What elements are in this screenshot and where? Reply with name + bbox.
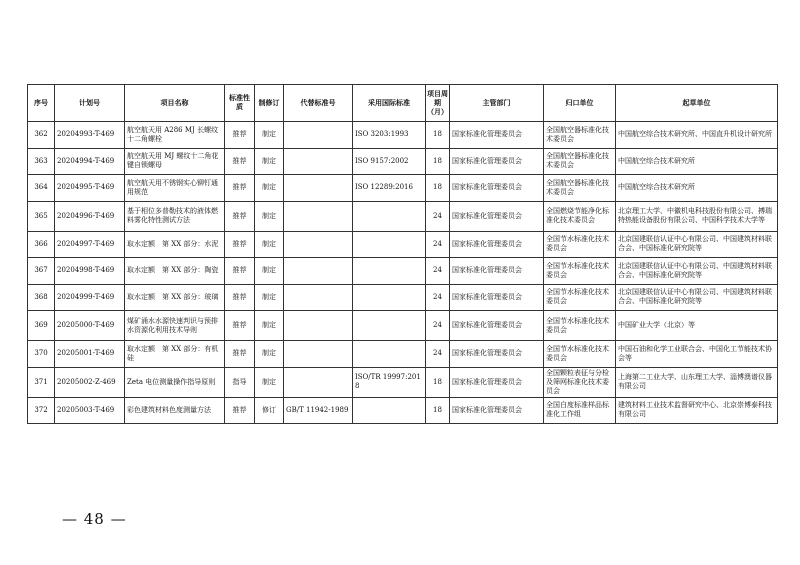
cell-seq: 362 xyxy=(28,122,55,149)
cell-period: 18 xyxy=(426,367,450,397)
cell-period: 18 xyxy=(426,175,450,202)
cell-revision: 制定 xyxy=(255,258,284,285)
cell-drafting-units: 北京理工大学、中徽机电科技股份有限公司、搏瑞特热能设备股份有限公司、中国科学技术大学等 xyxy=(616,201,778,231)
header-authority: 主管部门 xyxy=(450,85,544,122)
cell-tech-committee: 全国节水标准化技术委员会 xyxy=(544,231,616,258)
cell-project-name: 基于相位多普勒技术的液体燃料雾化特性测试方法 xyxy=(125,201,225,231)
table-row xyxy=(28,231,778,258)
cell-authority: 国家标准化管理委员会 xyxy=(450,367,544,397)
table-row xyxy=(28,201,778,231)
cell-project-name: 航空航天用不锈钢实心铆钉通用规范 xyxy=(125,175,225,202)
cell-drafting-units: 中国航空综合技术研究所 xyxy=(616,148,778,175)
header-row xyxy=(28,85,778,122)
cell-tech-committee: 全国航空器标准化技术委员会 xyxy=(544,148,616,175)
table-row xyxy=(28,258,778,285)
table-body xyxy=(28,122,778,424)
table-header xyxy=(28,85,778,122)
cell-project-name: 煤矿涌水水源快速判识与预排水资源化利用技术导则 xyxy=(125,311,225,341)
cell-authority: 国家标准化管理委员会 xyxy=(450,148,544,175)
cell-intl-std xyxy=(353,284,426,311)
cell-authority: 国家标准化管理委员会 xyxy=(450,201,544,231)
table-row xyxy=(28,175,778,202)
cell-seq: 365 xyxy=(28,201,55,231)
cell-replaced-std xyxy=(284,341,353,368)
page-number: — 48 — xyxy=(62,510,127,528)
cell-plan-no: 20204995-T-469 xyxy=(55,175,125,202)
cell-period: 24 xyxy=(426,258,450,285)
cell-period: 18 xyxy=(426,148,450,175)
cell-authority: 国家标准化管理委员会 xyxy=(450,341,544,368)
cell-replaced-std xyxy=(284,231,353,258)
header-nature: 标准性质 xyxy=(225,85,255,122)
cell-drafting-units: 北京国建联信认证中心有限公司、中国建筑材料联合会、中国标准化研究院等 xyxy=(616,258,778,285)
cell-revision: 修订 xyxy=(255,397,284,424)
cell-project-name: Zeta 电位测量操作指导原则 xyxy=(125,367,225,397)
cell-project-name: 取水定额 第 XX 部分：有机硅 xyxy=(125,341,225,368)
cell-revision: 制定 xyxy=(255,367,284,397)
cell-period: 18 xyxy=(426,397,450,424)
cell-nature: 推荐 xyxy=(225,175,255,202)
cell-project-name: 航空航天用 MJ 螺纹十二角花键自锁螺母 xyxy=(125,148,225,175)
cell-replaced-std: GB/T 11942-1989 xyxy=(284,397,353,424)
cell-authority: 国家标准化管理委员会 xyxy=(450,397,544,424)
header-project-name: 项目名称 xyxy=(125,85,225,122)
cell-seq: 370 xyxy=(28,341,55,368)
cell-authority: 国家标准化管理委员会 xyxy=(450,122,544,149)
cell-intl-std: ISO 9157:2002 xyxy=(353,148,426,175)
cell-nature: 推荐 xyxy=(225,284,255,311)
cell-authority: 国家标准化管理委员会 xyxy=(450,284,544,311)
table-row xyxy=(28,148,778,175)
cell-drafting-units: 中国航空综合技术研究所、中国直升机设计研究所 xyxy=(616,122,778,149)
table-row xyxy=(28,397,778,424)
cell-replaced-std xyxy=(284,311,353,341)
cell-period: 24 xyxy=(426,284,450,311)
cell-revision: 制定 xyxy=(255,148,284,175)
cell-intl-std xyxy=(353,397,426,424)
cell-nature: 推荐 xyxy=(225,201,255,231)
cell-seq: 364 xyxy=(28,175,55,202)
cell-drafting-units: 建筑材料工业技术监督研究中心、北京崇博泰科技有限公司 xyxy=(616,397,778,424)
cell-period: 24 xyxy=(426,201,450,231)
cell-plan-no: 20205002-Z-469 xyxy=(55,367,125,397)
cell-revision: 制定 xyxy=(255,311,284,341)
cell-intl-std xyxy=(353,258,426,285)
cell-nature: 推荐 xyxy=(225,258,255,285)
cell-plan-no: 20205003-T-469 xyxy=(55,397,125,424)
cell-tech-committee: 全国燃烧节能净化标准化技术委员会 xyxy=(544,201,616,231)
cell-intl-std: ISO 3203:1993 xyxy=(353,122,426,149)
cell-seq: 366 xyxy=(28,231,55,258)
cell-revision: 制定 xyxy=(255,201,284,231)
cell-tech-committee: 全国节水标准化技术委员会 xyxy=(544,341,616,368)
cell-revision: 制定 xyxy=(255,341,284,368)
standards-plan-table xyxy=(27,84,778,424)
header-seq: 序号 xyxy=(28,85,55,122)
cell-revision: 制定 xyxy=(255,122,284,149)
cell-period: 24 xyxy=(426,231,450,258)
cell-plan-no: 20204998-T-469 xyxy=(55,258,125,285)
cell-replaced-std xyxy=(284,367,353,397)
cell-nature: 指导 xyxy=(225,367,255,397)
cell-period: 24 xyxy=(426,311,450,341)
cell-intl-std: ISO/TR 19997:2018 xyxy=(353,367,426,397)
cell-intl-std: ISO 12289:2016 xyxy=(353,175,426,202)
cell-drafting-units: 上海第二工业大学、山东理工大学、淄博澳谱仪器有限公司 xyxy=(616,367,778,397)
header-plan-no: 计划号 xyxy=(55,85,125,122)
cell-replaced-std xyxy=(284,258,353,285)
cell-replaced-std xyxy=(284,148,353,175)
cell-drafting-units: 中国航空综合技术研究所 xyxy=(616,175,778,202)
cell-nature: 推荐 xyxy=(225,397,255,424)
cell-revision: 制定 xyxy=(255,231,284,258)
cell-authority: 国家标准化管理委员会 xyxy=(450,258,544,285)
cell-intl-std xyxy=(353,231,426,258)
cell-plan-no: 20204994-T-469 xyxy=(55,148,125,175)
cell-period: 18 xyxy=(426,122,450,149)
cell-authority: 国家标准化管理委员会 xyxy=(450,231,544,258)
cell-project-name: 取水定额 第 XX 部分：陶瓷 xyxy=(125,258,225,285)
cell-drafting-units: 北京国建联信认证中心有限公司、中国建筑材料联合会、中国标准化研究院等 xyxy=(616,284,778,311)
cell-revision: 制定 xyxy=(255,284,284,311)
cell-plan-no: 20205000-T-469 xyxy=(55,311,125,341)
cell-seq: 363 xyxy=(28,148,55,175)
cell-period: 24 xyxy=(426,341,450,368)
cell-drafting-units: 中国石油和化学工业联合会、中国化工节能技术协会等 xyxy=(616,341,778,368)
header-intl-std: 采用国际标准 xyxy=(353,85,426,122)
cell-intl-std xyxy=(353,201,426,231)
cell-tech-committee: 全国航空器标准化技术委员会 xyxy=(544,122,616,149)
cell-seq: 367 xyxy=(28,258,55,285)
cell-nature: 推荐 xyxy=(225,341,255,368)
cell-authority: 国家标准化管理委员会 xyxy=(450,311,544,341)
cell-plan-no: 20205001-T-469 xyxy=(55,341,125,368)
cell-seq: 372 xyxy=(28,397,55,424)
cell-tech-committee: 全国颗粒表征与分检及筛网标准化技术委员会 xyxy=(544,367,616,397)
cell-authority: 国家标准化管理委员会 xyxy=(450,175,544,202)
cell-replaced-std xyxy=(284,201,353,231)
cell-drafting-units: 中国矿业大学（北京）等 xyxy=(616,311,778,341)
header-replaced-std: 代替标准号 xyxy=(284,85,353,122)
cell-nature: 推荐 xyxy=(225,148,255,175)
cell-tech-committee: 全国航空器标准化技术委员会 xyxy=(544,175,616,202)
cell-seq: 369 xyxy=(28,311,55,341)
cell-plan-no: 20204996-T-469 xyxy=(55,201,125,231)
cell-plan-no: 20204999-T-469 xyxy=(55,284,125,311)
cell-replaced-std xyxy=(284,284,353,311)
header-drafting-units: 起草单位 xyxy=(616,85,778,122)
cell-project-name: 彩色建筑材料色度测量方法 xyxy=(125,397,225,424)
table-row xyxy=(28,284,778,311)
header-period: 项目周期（月） xyxy=(426,85,450,122)
cell-plan-no: 20204997-T-469 xyxy=(55,231,125,258)
cell-nature: 推荐 xyxy=(225,311,255,341)
cell-tech-committee: 全国节水标准化技术委员会 xyxy=(544,284,616,311)
table-row xyxy=(28,341,778,368)
table-row xyxy=(28,122,778,149)
cell-revision: 制定 xyxy=(255,175,284,202)
cell-seq: 371 xyxy=(28,367,55,397)
cell-intl-std xyxy=(353,311,426,341)
cell-intl-std xyxy=(353,341,426,368)
cell-plan-no: 20204993-T-469 xyxy=(55,122,125,149)
cell-nature: 推荐 xyxy=(225,231,255,258)
cell-project-name: 取水定额 第 XX 部分：玻璃 xyxy=(125,284,225,311)
cell-tech-committee: 全国白度标准样品标准化工作组 xyxy=(544,397,616,424)
cell-replaced-std xyxy=(284,122,353,149)
header-revision: 制修订 xyxy=(255,85,284,122)
cell-tech-committee: 全国节水标准化技术委员会 xyxy=(544,258,616,285)
cell-project-name: 航空航天用 A286 MJ 长螺纹十二角螺栓 xyxy=(125,122,225,149)
cell-replaced-std xyxy=(284,175,353,202)
cell-project-name: 取水定额 第 XX 部分：水泥 xyxy=(125,231,225,258)
header-tech-committee: 归口单位 xyxy=(544,85,616,122)
cell-drafting-units: 北京国建联信认证中心有限公司、中国建筑材料联合会、中国标准化研究院等 xyxy=(616,231,778,258)
cell-tech-committee: 全国节水标准化技术委员会 xyxy=(544,311,616,341)
table-row xyxy=(28,367,778,397)
cell-seq: 368 xyxy=(28,284,55,311)
table-row xyxy=(28,311,778,341)
cell-nature: 推荐 xyxy=(225,122,255,149)
